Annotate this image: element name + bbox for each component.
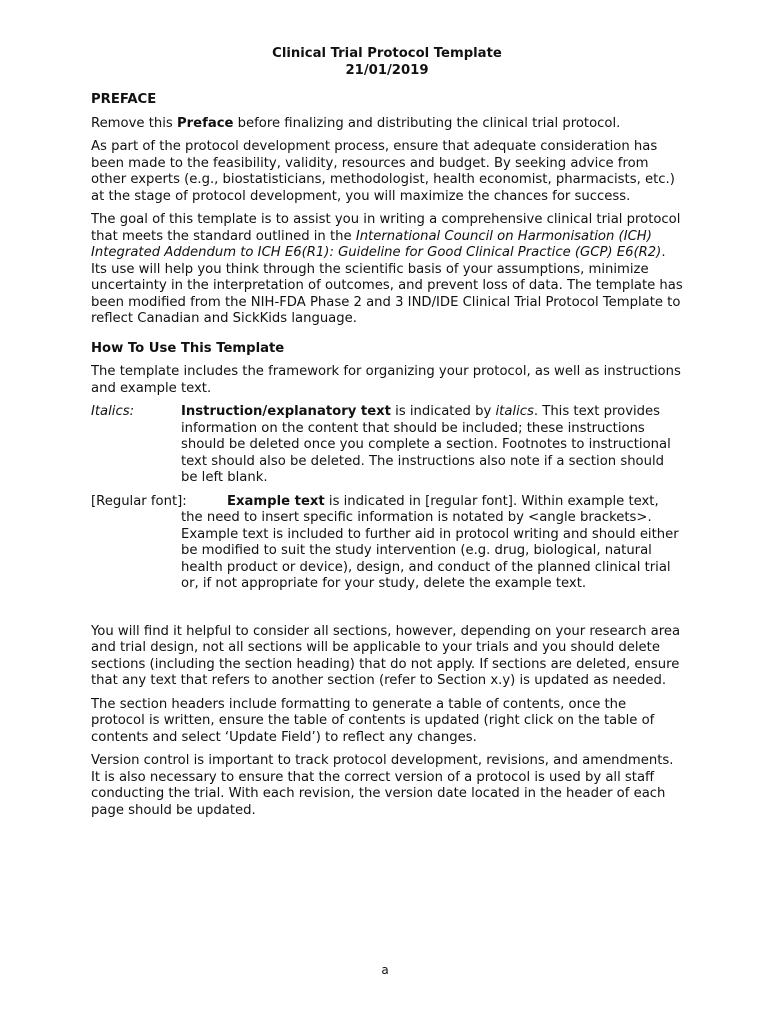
preface-paragraph-remove [91, 116, 683, 133]
document-date: 21/01/2019 [345, 62, 429, 78]
regular-font-term: [Regular font]: [91, 493, 187, 509]
preface-paragraph-goal [91, 212, 683, 328]
regular-font-description [181, 494, 683, 593]
regular-font-definition [91, 494, 683, 593]
document-title: Clinical Trial Protocol Template [272, 46, 502, 61]
italics-term [91, 404, 181, 487]
sections-paragraph: You will find it helpful to consider all sections, however, depending on your research area and trial design, not all sections will be applicable to your trials and you should delete sections (including the section heading) that do not apply. If sections are deleted, ensure that any text that refers to another section (refer to Section x.y) is updated as needed. [91, 623, 681, 688]
preface-p1-text: Remove this [91, 115, 177, 131]
italics-bold-label: Instruction/explanatory text [181, 404, 391, 419]
preface-p3-text: The goal of this template is to assist you in writing a comprehensive clinical trial protocol that meets the standard outlined in the [91, 212, 681, 244]
preface-p1-bold: Preface [176, 115, 234, 131]
section-headers-paragraph: The section headers include formatting to generate a table of contents, once the protocol is written, ensure the table of contents is updated (right click on the table of contents and select ‘Update Field’) to reflect any changes. [91, 696, 655, 745]
preface-heading: PREFACE [91, 92, 157, 107]
italics-mid-text: is indicated by [390, 404, 496, 419]
preface-paragraph-development: As part of the protocol development process, ensure that adequate consideration has been made to the feasibility, validity, resources and budget. By seeking advice from other experts (e.g., biostatisticians, methodologist, health economist, pharmacists, etc.) at the stage of protocol development, you will maximize the chances for success. [91, 139, 675, 204]
regular-font-bold-label: Example text [227, 493, 325, 509]
page-content [91, 46, 683, 819]
italics-after-text: . This text provides information on the content that should be included; these instructions should be deleted once you complete a section. Footnotes to instructional text should also be deleted. The instructions also note if a section should be left blank. [181, 404, 671, 485]
version-control-paragraph: Version control is important to track protocol development, revisions, and amendments. It is also necessary to ensure that the correct version of a protocol is used by all staff conducting the trial. With each revision, the version date located in the header of each page should be updated. [91, 753, 674, 818]
how-to-intro: The template includes the framework for organizing your protocol, as well as instructions and example text. [91, 364, 681, 396]
page-footer-label: a [381, 963, 389, 977]
regular-font-after-text: is indicated in [regular font]. Within example text, the need to insert specific information is notated by <angle brackets>. Example text is included to further aid in protocol writing and should either be modified to suit the study intervention (e.g. drug, biological, natural health product or device), design, and conduct of the planned clinical trial or, if not appropriate for your study, delete the example text. [181, 493, 679, 591]
preface-p1-text-after: before finalizing and distributing the clinical trial protocol. [233, 115, 621, 131]
how-to-heading: How To Use This Template [91, 340, 285, 356]
preface-p3-text-after: . Its use will help you think through the scientific basis of your assumptions, minimize uncertainty in the interpretation of outcomes, and prevent loss of data. The template has been modified from the NIH-FDA Phase 2 and 3 IND/IDE Clinical Trial Protocol Template to reflect Canadian and SickKids language. [91, 245, 683, 326]
italics-definition [91, 404, 683, 487]
italics-word: italics [495, 404, 534, 419]
preface-p3-italic: International Council on Harmonisation (ICH) Integrated Addendum to ICH E6(R1): Guideline for Good Clinical Practice (GCP) E6(R2) [91, 228, 662, 260]
italics-term-label: Italics: [91, 404, 135, 419]
italics-description [181, 404, 683, 487]
